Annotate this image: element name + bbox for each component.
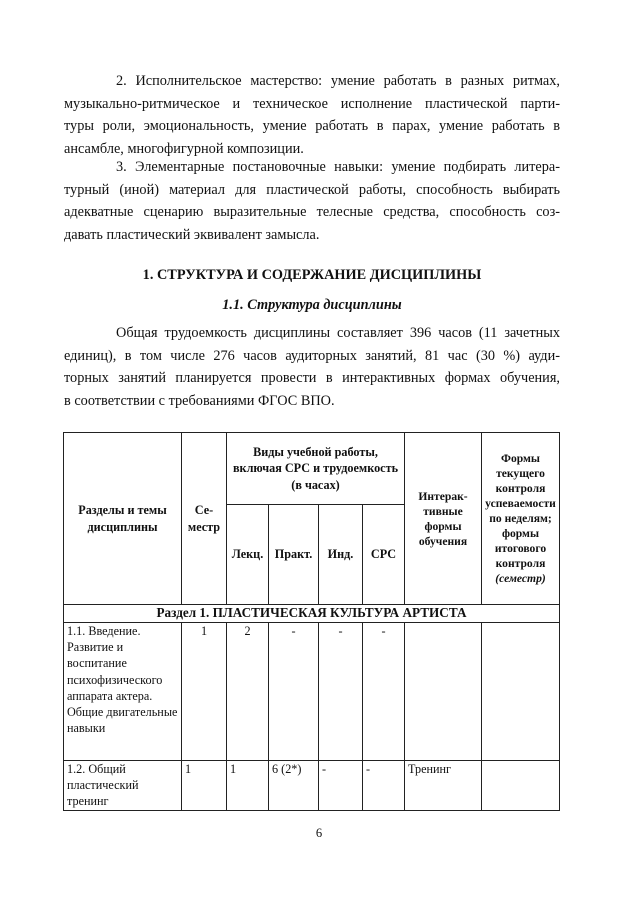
header-srs: СРС xyxy=(363,505,405,605)
interactive-cell xyxy=(405,623,482,761)
control-forms-label: Формы текущего контроля успеваемости по неделям; формы итогового контроля xyxy=(485,452,556,570)
interactive-cell: Тренинг xyxy=(405,761,482,811)
header-semester: Се-местр xyxy=(182,433,227,605)
page-number: 6 xyxy=(315,826,323,840)
discipline-structure-table xyxy=(63,432,560,811)
text-line: турный (иной) материал для пластической работы, способность выбирать xyxy=(64,181,560,198)
table-row xyxy=(64,623,560,761)
srs-cell: - xyxy=(363,623,405,761)
lectures-cell: 1 xyxy=(227,761,269,811)
topic-cell: 1.1. Введение. Развитие и воспитание психофизического аппарата актера. Общие двигательные навыки xyxy=(64,623,182,761)
header-interactive-forms: Интерак-тивные формы обучения xyxy=(405,433,482,605)
table-row xyxy=(64,761,560,811)
text-line: 3. Элементарные постановочные навыки: умение подбирать литера- xyxy=(116,159,560,175)
control-cell xyxy=(482,761,560,811)
srs-cell: - xyxy=(363,761,405,811)
paragraph-staging-skills xyxy=(64,156,560,246)
lectures-cell: 2 xyxy=(227,623,269,761)
semester-cell: 1 xyxy=(182,623,227,761)
text-line: музыкально-ритмическое и техническое исполнение пластической парти- xyxy=(64,95,560,112)
paragraph-performance-skills xyxy=(64,70,560,160)
header-control-forms xyxy=(482,433,560,605)
subsection-heading: 1.1. Структура дисциплины xyxy=(222,297,402,313)
text-line: туры роли, эмоциональность, умение работать в парах, умение работать в xyxy=(64,118,560,135)
header-practice: Практ. xyxy=(269,505,319,605)
text-line: 2. Исполнительское мастерство: умение работать в разных ритмах, xyxy=(116,73,560,89)
practice-cell: 6 (2*) xyxy=(269,761,319,811)
section-row: Раздел 1. ПЛАСТИЧЕСКАЯ КУЛЬТУРА АРТИСТА xyxy=(64,605,560,623)
header-lectures: Лекц. xyxy=(227,505,269,605)
text-line: адекватные сценарию выразительные телесные средства, способность соз- xyxy=(64,204,560,221)
header-work-types: Виды учебной работы, включая СРС и трудоемкость (в часах) xyxy=(227,433,405,505)
header-individual: Инд. xyxy=(319,505,363,605)
practice-cell: - xyxy=(269,623,319,761)
text-line: Общая трудоемкость дисциплины составляет 396 часов (11 зачетных xyxy=(116,325,560,341)
text-line: единиц), в том числе 276 часов аудиторных занятий, 81 час (30 %) ауди- xyxy=(64,347,560,364)
control-cell xyxy=(482,623,560,761)
text-line: давать пластический эквивалент замысла. xyxy=(64,226,320,243)
individual-cell: - xyxy=(319,761,363,811)
header-sections: Разделы и темы дисциплины xyxy=(64,433,182,605)
control-forms-semester: (семестр) xyxy=(495,572,546,585)
paragraph-workload xyxy=(64,322,560,412)
text-line: в соответствии с требованиями ФГОС ВПО. xyxy=(64,392,335,409)
text-line: торных занятий планируется провести в интерактивных формах обучения, xyxy=(64,370,560,387)
semester-cell: 1 xyxy=(182,761,227,811)
individual-cell: - xyxy=(319,623,363,761)
text-line: ансамбле, многофигурной композиции. xyxy=(64,140,304,157)
section-heading: 1. СТРУКТУРА И СОДЕРЖАНИЕ ДИСЦИПЛИНЫ xyxy=(142,267,482,283)
topic-cell: 1.2. Общий пластический тренинг xyxy=(64,761,182,811)
